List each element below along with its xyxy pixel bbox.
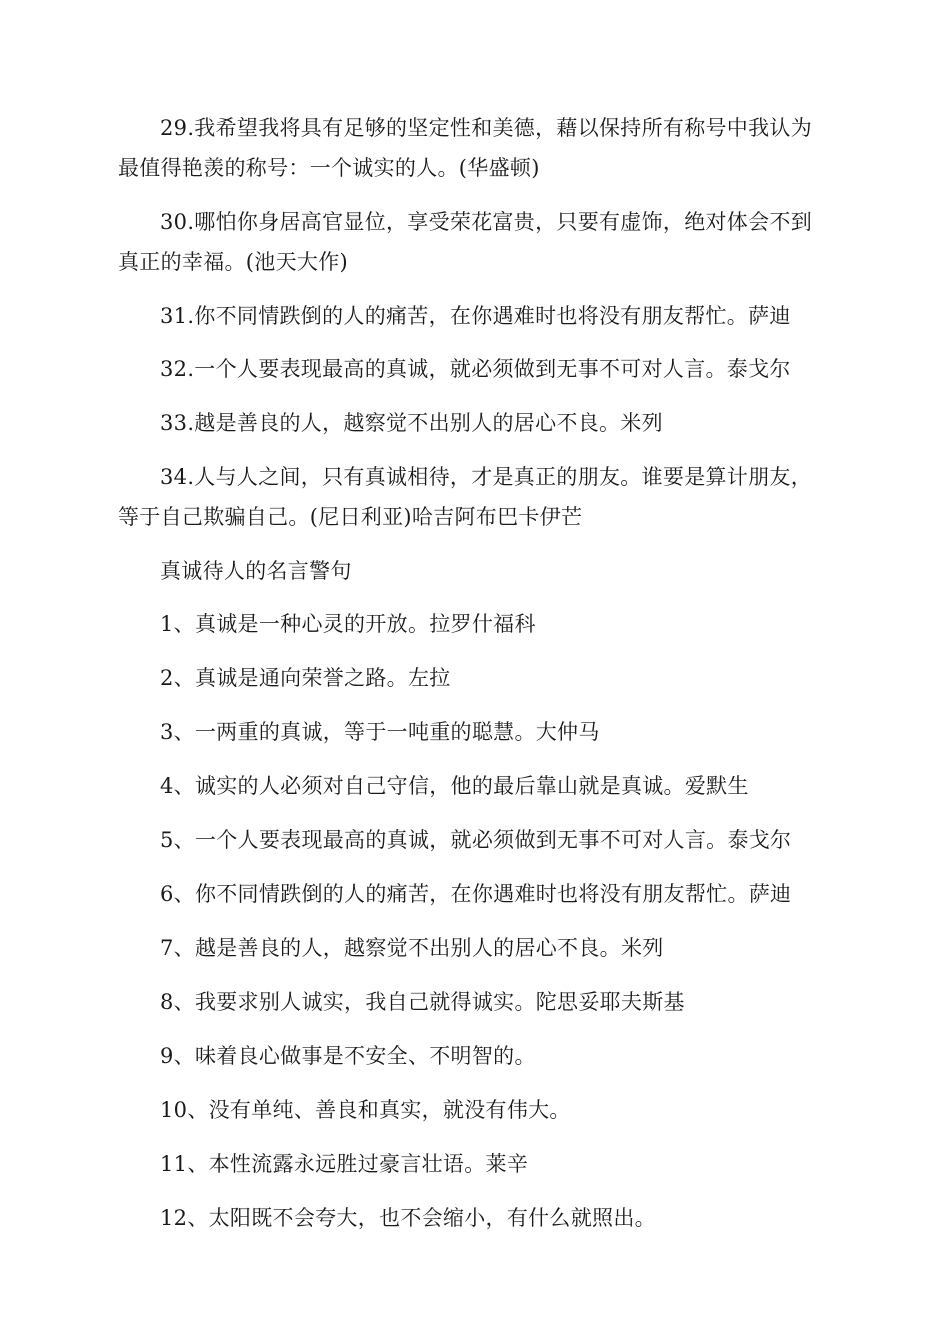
- sincerity-quote-2: 2、真诚是通向荣誉之路。左拉: [160, 666, 451, 690]
- sincerity-quote-6: 6、你不同情跌倒的人的痛苦，在你遇难时也将没有朋友帮忙。萨迪: [160, 882, 792, 906]
- section-heading: 真诚待人的名言警句: [160, 559, 352, 583]
- sincerity-quote-12: 12、太阳既不会夸大，也不会缩小，有什么就照出。: [160, 1206, 656, 1230]
- sincerity-quote-5: 5、一个人要表现最高的真诚，就必须做到无事不可对人言。泰戈尔: [160, 828, 792, 852]
- sincerity-quote-9: 9、味着良心做事是不安全、不明智的。: [160, 1044, 536, 1068]
- quote-paragraph-32: 32.一个人要表现最高的真诚，就必须做到无事不可对人言。泰戈尔: [160, 357, 791, 381]
- sincerity-quote-10: 10、没有单纯、善良和真实，就没有伟大。: [160, 1098, 571, 1122]
- sincerity-quote-8: 8、我要求别人诚实，我自己就得诚实。陀思妥耶夫斯基: [160, 990, 685, 1014]
- sincerity-quote-7: 7、越是善良的人，越察觉不出别人的居心不良。米列: [160, 936, 664, 960]
- quote-paragraph-33: 33.越是善良的人，越察觉不出别人的居心不良。米列: [160, 411, 663, 435]
- sincerity-quote-11: 11、本性流露永远胜过豪言壮语。莱辛: [160, 1152, 529, 1176]
- quote-paragraph-30: 30.哪怕你身居高官显位，享受荣花富贵，只要有虚饰，绝对体会不到真正的幸福。(池天大作): [118, 210, 812, 274]
- quote-paragraph-31: 31.你不同情跌倒的人的痛苦，在你遇难时也将没有朋友帮忙。萨迪: [160, 304, 791, 328]
- quote-paragraph-34: 34.人与人之间，只有真诚相待，才是真正的朋友。谁要是算计朋友，等于自己欺骗自己。(尼日利亚)哈吉阿布巴卡伊芒: [118, 465, 812, 529]
- quote-paragraph-29: 29.我希望我将具有足够的坚定性和美德，藉以保持所有称号中我认为最值得艳羡的称号：一个诚实的人。(华盛顿): [118, 116, 812, 180]
- sincerity-quote-3: 3、一两重的真诚，等于一吨重的聪慧。大仲马: [160, 720, 600, 744]
- sincerity-quote-1: 1、真诚是一种心灵的开放。拉罗什福科: [160, 612, 536, 636]
- sincerity-quote-4: 4、诚实的人必须对自己守信，他的最后靠山就是真诚。爱默生: [160, 774, 749, 798]
